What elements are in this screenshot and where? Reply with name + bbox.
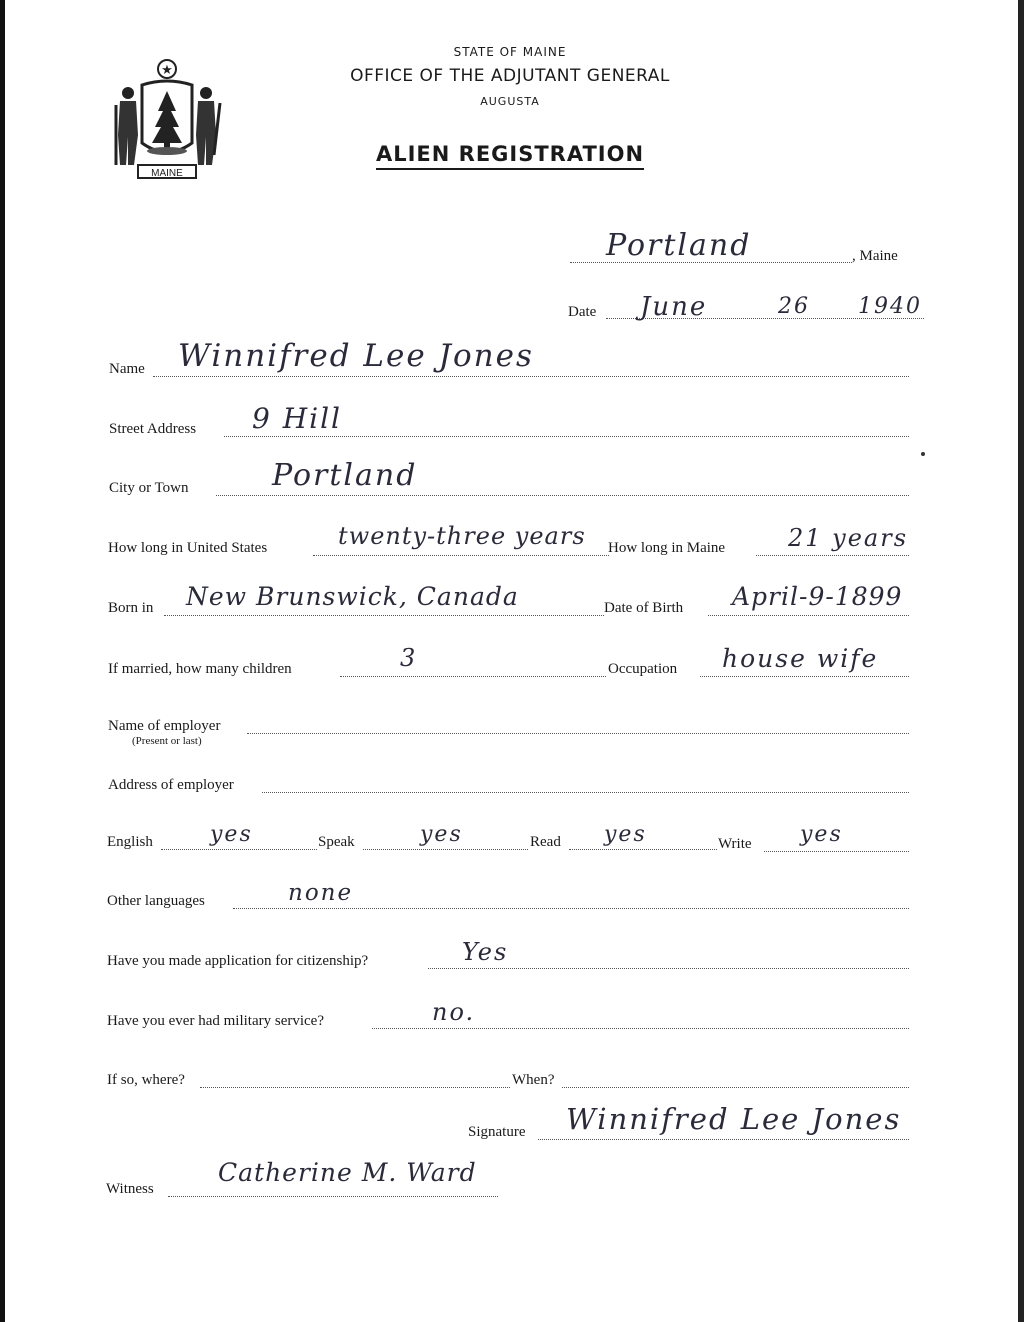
- employer-label: Name of employer: [108, 718, 221, 734]
- witness-value[interactable]: Catherine M. Ward: [218, 1158, 477, 1187]
- how-long-maine-value[interactable]: 21 years: [788, 524, 909, 552]
- how-long-maine-label: How long in Maine: [608, 540, 726, 556]
- how-long-us-value[interactable]: twenty-three years: [338, 522, 586, 550]
- occupation-line: [700, 676, 909, 677]
- date-label: Date: [568, 304, 597, 320]
- born-in-value[interactable]: New Brunswick, Canada: [186, 582, 519, 611]
- children-label: If married, how many children: [108, 661, 292, 677]
- scan-speck: [921, 452, 925, 456]
- read-value[interactable]: yes: [604, 822, 647, 847]
- write-value[interactable]: yes: [800, 822, 843, 847]
- witness-line: [168, 1196, 498, 1197]
- date-of-birth-label: Date of Birth: [604, 600, 684, 616]
- form-title-text: ALIEN REGISTRATION: [376, 142, 644, 170]
- born-in-label: Born in: [108, 600, 154, 616]
- read-label: Read: [530, 834, 561, 850]
- signature-line: [538, 1139, 909, 1140]
- city-value[interactable]: Portland: [272, 458, 418, 493]
- if-so-where-label: If so, where?: [107, 1072, 185, 1088]
- street-value[interactable]: 9 Hill: [252, 402, 342, 435]
- other-languages-label: Other languages: [107, 893, 205, 909]
- scan-edge-right: [1018, 0, 1024, 1322]
- citizenship-line: [428, 968, 909, 969]
- seal-motto: MAINE: [151, 168, 183, 179]
- name-line: [153, 376, 909, 377]
- how-long-maine-line: [756, 555, 909, 556]
- other-languages-line: [233, 908, 909, 909]
- maine-label: , Maine: [852, 248, 898, 264]
- when-line: [562, 1087, 909, 1088]
- employer-address-label: Address of employer: [108, 777, 234, 793]
- form-title: [300, 142, 720, 166]
- date-month-value[interactable]: June: [640, 292, 708, 322]
- name-label: Name: [109, 361, 145, 377]
- born-in-line: [164, 615, 604, 616]
- city-line: [216, 495, 909, 496]
- street-line: [224, 436, 909, 437]
- date-of-birth-value[interactable]: April-9-1899: [732, 582, 903, 611]
- military-line: [372, 1028, 909, 1029]
- read-line: [569, 849, 717, 850]
- name-value[interactable]: Winnifred Lee Jones: [178, 338, 534, 374]
- signature-label: Signature: [468, 1124, 526, 1140]
- children-value[interactable]: 3: [400, 644, 418, 672]
- speak-line: [363, 849, 528, 850]
- children-line: [340, 676, 606, 677]
- occupation-label: Occupation: [608, 661, 678, 677]
- scan-edge-left: [0, 0, 5, 1322]
- military-label: Have you ever had military service?: [107, 1013, 324, 1029]
- seal-star: ★: [161, 62, 173, 77]
- how-long-us-label: How long in United States: [108, 540, 268, 556]
- if-so-where-line: [200, 1087, 510, 1088]
- signature-value[interactable]: Winnifred Lee Jones: [566, 1102, 902, 1136]
- street-label: Street Address: [109, 421, 197, 437]
- employer-line: [247, 733, 909, 734]
- date-of-birth-line: [708, 615, 909, 616]
- military-value[interactable]: no.: [432, 998, 476, 1026]
- witness-label: Witness: [106, 1181, 154, 1197]
- english-line: [161, 849, 317, 850]
- header-state: STATE OF MAINE: [453, 45, 567, 59]
- occupation-value[interactable]: house wife: [722, 644, 879, 673]
- header-office: OFFICE OF THE ADJUTANT GENERAL: [350, 66, 670, 86]
- how-long-us-line: [313, 555, 609, 556]
- state-seal-icon: [108, 55, 226, 180]
- other-languages-value[interactable]: none: [288, 880, 354, 906]
- city-label: City or Town: [109, 480, 189, 496]
- date-year-value[interactable]: 1940: [858, 294, 922, 319]
- employer-note: (Present or last): [132, 735, 202, 747]
- speak-label: Speak: [318, 834, 355, 850]
- citizenship-label: Have you made application for citizenship?: [107, 953, 369, 969]
- citizenship-value[interactable]: Yes: [462, 938, 509, 966]
- place-value[interactable]: Portland: [606, 228, 752, 263]
- write-label: Write: [718, 836, 752, 852]
- speak-value[interactable]: yes: [420, 822, 463, 847]
- english-label: English: [107, 834, 153, 850]
- when-label: When?: [512, 1072, 555, 1088]
- write-line: [764, 851, 909, 852]
- header-city: AUGUSTA: [480, 95, 540, 108]
- employer-address-line: [262, 792, 909, 793]
- date-day-value[interactable]: 26: [778, 294, 810, 319]
- english-value[interactable]: yes: [210, 822, 253, 847]
